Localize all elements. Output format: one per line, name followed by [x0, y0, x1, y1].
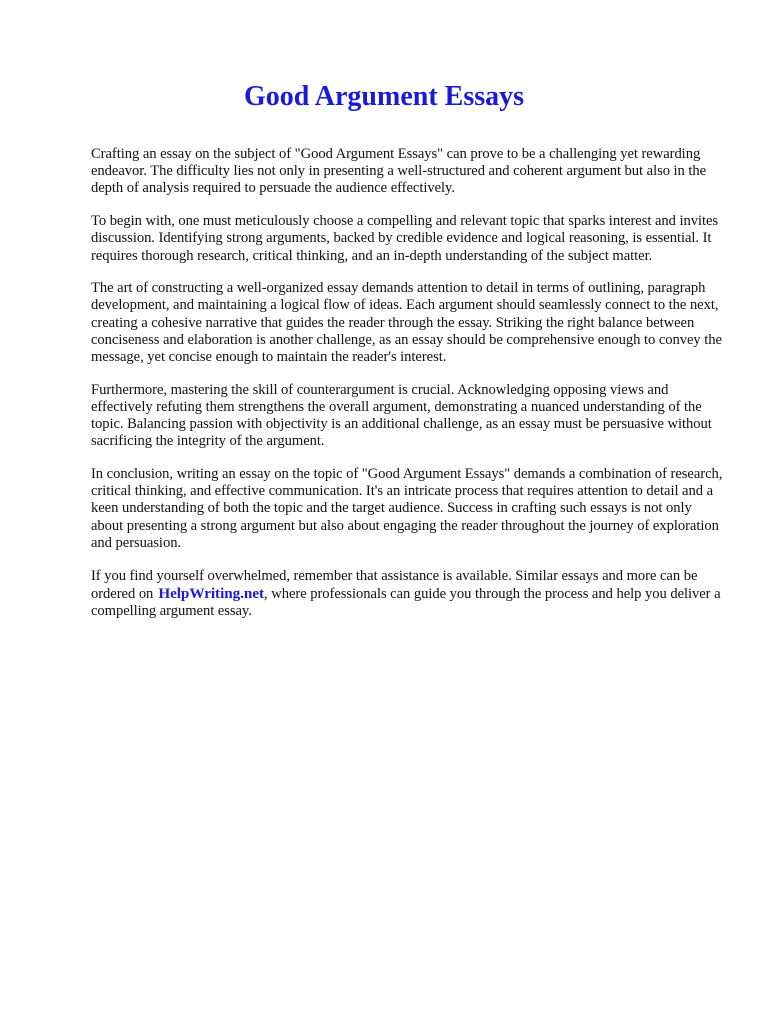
paragraph-closing [91, 568, 723, 621]
page-title: Good Argument Essays [243, 81, 525, 112]
closing-text-before-link: If you find yourself overwhelmed, remember that assistance is available. Similar essays and more can be ordered on [91, 567, 698, 602]
helpwriting-link[interactable]: HelpWriting.net [158, 584, 265, 602]
essay-body [91, 146, 723, 636]
paragraph-construction: The art of constructing a well-organized essay demands attention to detail in terms of outlining, paragraph development, and maintaining a logical flow of ideas. Each argument should seamlessly connect to the next, creating a cohesive narrative that guides the reader through the essay. Striking the right balance between conciseness and elaboration is another challenge, as an essay should be comprehensive enough to convey the message, yet concise enough to maintain the reader's interest. [91, 280, 722, 366]
paragraph-counterargument: Furthermore, mastering the skill of counterargument is crucial. Acknowledging opposing views and effectively refuting them strengthens the overall argument, demonstrating a nuanced understanding of the topic. Balancing passion with objectivity is an additional challenge, as an essay must be persuasive without sacrificing the integrity of the argument. [91, 381, 712, 450]
closing-text-after-link: , where professionals can guide you through the process and help you deliver a compelling argument essay. [91, 585, 721, 619]
paragraph-intro: Crafting an essay on the subject of "Good Argument Essays" can prove to be a challenging yet rewarding endeavor. The difficulty lies not only in presenting a well-structured and coherent argument but also in the depth of analysis required to persuade the audience effectively. [91, 146, 707, 197]
paragraph-conclusion: In conclusion, writing an essay on the topic of "Good Argument Essays" demands a combination of research, critical thinking, and effective communication. It's an intricate process that requires attention to detail and a keen understanding of both the topic and the target audience. Success in crafting such essays is not only about presenting a strong argument but also about engaging the reader throughout the journey of exploration and persuasion. [91, 466, 723, 551]
paragraph-topic-choice: To begin with, one must meticulously choose a compelling and relevant topic that sparks interest and invites discussion. Identifying strong arguments, backed by credible evidence and logical reasoning, is essential. It requires thorough research, critical thinking, and an in-depth understanding of the subject matter. [91, 213, 719, 264]
